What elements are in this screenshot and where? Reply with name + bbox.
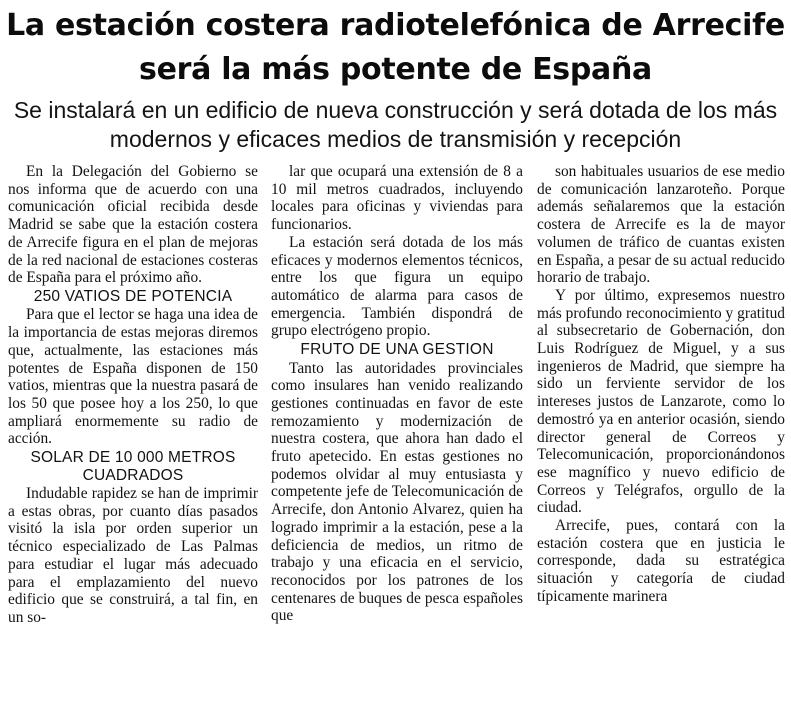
column-2	[271, 163, 523, 714]
column-1	[8, 163, 258, 714]
subheadline: Se instalará en un edificio de nueva construcción y será dotada de los más modernos y eficaces medios de transmisión y recepción	[13, 97, 778, 152]
section-heading: 250 VATIOS DE POTENCIA	[33, 287, 233, 305]
column-3	[537, 163, 785, 714]
headline: La estación costera radiotelefónica de Arrecife será la más potente de España	[6, 8, 785, 87]
paragraph: En la Delegación del Gobierno se nos informa que de acuerdo con una comunicación oficial recibida desde Madrid se sabe que la estación costera de Arrecife figura en el plan de mejoras de la red nacional de estaciones costeras de España para el próximo año.	[8, 163, 258, 287]
section-heading: SOLAR DE 10 000 METROS CUADRADOS	[30, 449, 236, 484]
section-heading: FRUTO DE UNA GESTION	[300, 341, 494, 359]
paragraph: lar que ocupará una extensión de 8 a 10 mil metros cuadrados, incluyendo locales para oficinas y viviendas para funcionarios.	[271, 163, 523, 234]
paragraph: son habituales usuarios de ese medio de comunicación lanzaroteño. Porque además señalaremos que la estación costera de Arrecife es la de mayor volumen de tráfico de cuantas existen en España, a pesar de su actual reducido horario de trabajo.	[537, 163, 785, 287]
paragraph: Arrecife, pues, contará con la estación costera que en justicia le corresponde, dada su estratégica situación y categoría de ciudad típicamente marinera	[537, 517, 785, 605]
paragraph: Para que el lector se haga una idea de la importancia de estas mejoras diremos que, actualmente, las estaciones más potentes de España disponen de 150 vatios, mientras que la nuestra pasará de los 50 que posee hoy a los 250, lo que ampliará enormemente su radio de acción.	[8, 306, 258, 448]
paragraph: Y por último, expresemos nuestro más profundo reconocimiento y gratitud al subsecretario de Gobernación, don Luis Rodríguez de Miguel, y a sus ingenieros de Madrid, que siempre ha sido un ferviente servidor de los intereses justos de Lanzarote, como lo demostró ya en anterior ocasión, siendo director general de Correos y Telecomunicación, proporcionándonos ese magnífico y nuevo edificio de Correos y Telégrafos, orgullo de la ciudad.	[537, 286, 785, 517]
paragraph: Indudable rapidez se han de imprimir a estas obras, por cuanto días pasados visitó la isla por orden superior un técnico especializado de Las Palmas para estudiar el lugar más adecuado para el emplazamiento del nuevo edificio que se construirá, a tal fin, en un so-	[8, 485, 258, 626]
paragraph: La estación será dotada de los más eficaces y modernos elementos técnicos, entre los que figura un equipo automático de alarma para casos de emergencia. También dispondrá de grupo electrógeno propio.	[271, 233, 523, 340]
paragraph: Tanto las autoridades provinciales como insulares han venido realizando gestiones continuadas en favor de este remozamiento y modernización de nuestra costera, que ahora han dado el fruto apetecido. En estas gestiones no podemos olvidar al muy entusiasta y competente jefe de Telecomunicación de Arrecife, don Antonio Alvarez, quien ha logrado imprimir a la estación, pese a la deficiencia de medios, un ritmo de trabajo y una eficacia en el servicio, reconocidos por los patrones de los centenares de buques de pesca españoles que	[271, 359, 523, 625]
